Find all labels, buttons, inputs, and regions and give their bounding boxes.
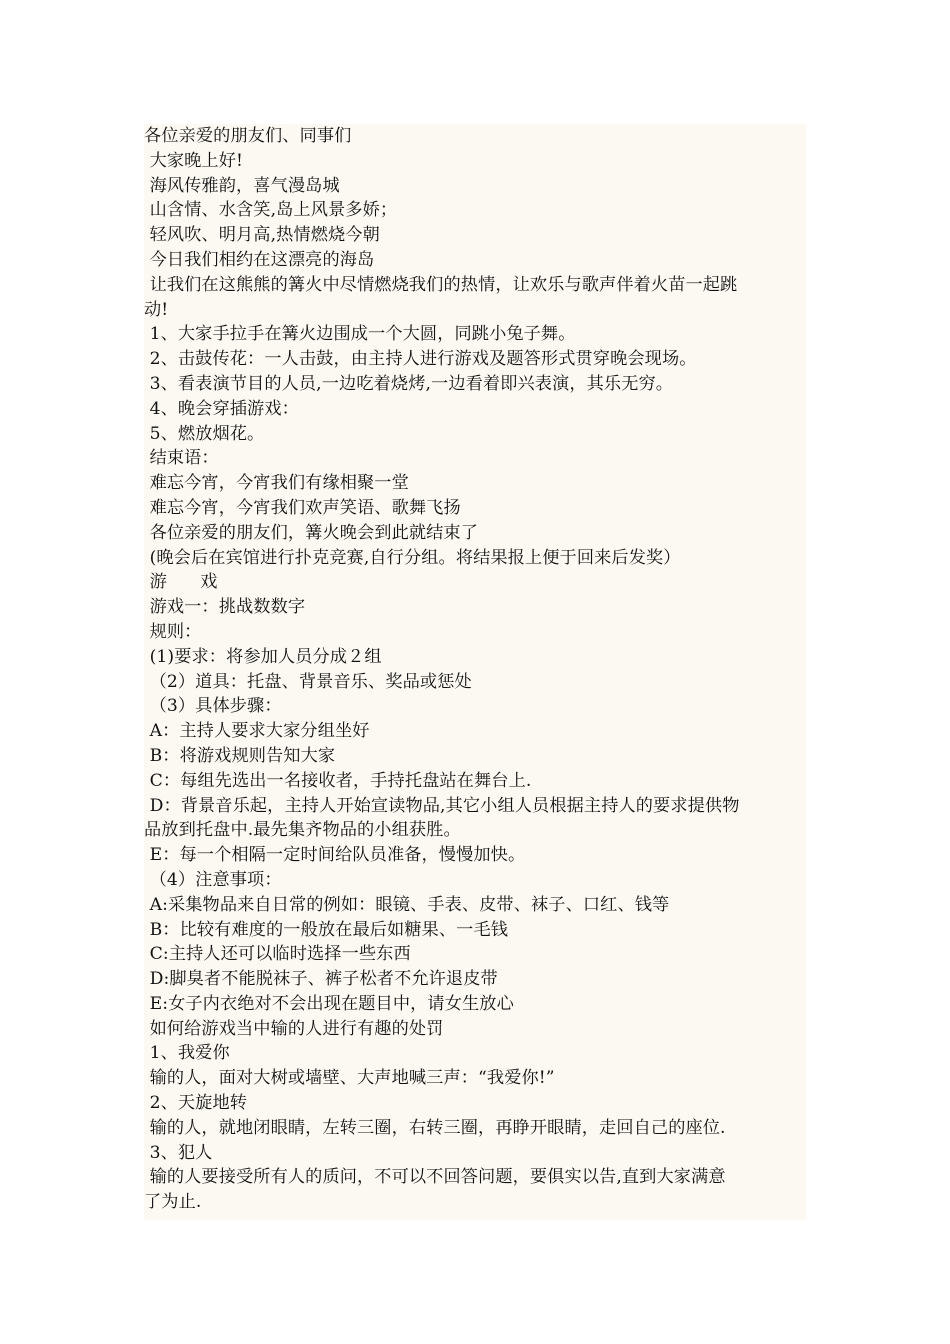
text-line: B：比较有难度的一般放在最后如糖果、一毛钱 (144, 919, 509, 940)
text-line: 输的人，就地闭眼睛，左转三圈，右转三圈，再睁开眼睛，走回自己的座位. (144, 1117, 726, 1138)
document-body (144, 124, 806, 1215)
text-line: 结束语： (144, 448, 219, 469)
text-line: 如何给游戏当中输的人进行有趣的处罚 (144, 1018, 444, 1039)
text-line: 今日我们相约在这漂亮的海岛 (144, 249, 375, 270)
text-line: 让我们在这熊熊的篝火中尽情燃烧我们的热情，让欢乐与歌声伴着火苗一起跳 (144, 274, 738, 295)
text-line: 1、大家手拉手在篝火边围成一个大圆，同跳小兔子舞。 (144, 324, 576, 345)
text-line: （2）道具：托盘、背景音乐、奖品或惩处 (144, 671, 472, 692)
text-line: A：主持人要求大家分组坐好 (144, 721, 370, 742)
text-line: 规则： (144, 621, 202, 642)
text-line: 3、犯人 (144, 1142, 213, 1163)
text-line: 山含情、水含笑,岛上风景多娇； (144, 200, 398, 221)
text-line: 各位亲爱的朋友们，篝火晚会到此就结束了 (144, 522, 479, 543)
text-line: 难忘今宵，今宵我们欢声笑语、歌舞飞扬 (144, 497, 461, 518)
text-line: 品放到托盘中.最先集齐物品的小组获胜。 (144, 820, 461, 841)
text-line: 游戏一：挑战数数字 (144, 597, 306, 618)
text-line: 3、看表演节目的人员,一边吃着烧烤,一边看着即兴表演，其乐无穷。 (144, 373, 674, 394)
text-line: 输的人要接受所有人的质问，不可以不回答问题，要俱实以告,直到大家满意 (144, 1167, 726, 1188)
text-line: D：背景音乐起，主持人开始宣读物品,其它小组人员根据主持人的要求提供物 (144, 795, 740, 816)
text-line: 游 戏 (144, 572, 218, 593)
text-line: C:主持人还可以临时选择一些东西 (144, 944, 411, 965)
text-line: A:采集物品来自日常的例如：眼镜、手表、皮带、袜子、口红、钱等 (144, 894, 670, 915)
text-line: 各位亲爱的朋友们、同事们 (144, 126, 352, 146)
text-line: (晚会后在宾馆进行扑克竞赛,自行分组。将结果报上便于回来后发奖） (144, 547, 681, 568)
text-line: E：每一个相隔一定时间给队员准备，慢慢加快。 (144, 845, 526, 866)
text-line: 2、击鼓传花：一人击鼓，由主持人进行游戏及题答形式贯穿晚会现场。 (144, 349, 697, 370)
text-line: 难忘今宵，今宵我们有缘相聚一堂 (144, 473, 409, 494)
text-line: E:女子内衣绝对不会出现在题目中，请女生放心 (144, 993, 514, 1014)
text-line: C：每组先选出一名接收者，手持托盘站在舞台上. (144, 770, 532, 791)
text-line: 4、晚会穿插游戏： (144, 398, 299, 419)
text-line: （3）具体步骤： (144, 696, 282, 717)
text-line: 2、天旋地转 (144, 1093, 248, 1114)
text-line: 输的人，面对大树或墙壁、大声地喊三声：“我爱你!” (144, 1068, 555, 1089)
text-line: 大家晚上好! (144, 150, 244, 171)
text-line: 5、燃放烟花。 (144, 423, 265, 444)
text-line: (1)要求：将参加人员分成２组 (144, 646, 382, 667)
text-line: 了为止. (144, 1192, 202, 1213)
text-line: 轻风吹、明月高,热情燃烧今朝 (144, 225, 380, 246)
text-line: D:脚臭者不能脱袜子、裤子松者不允许退皮带 (144, 969, 498, 990)
text-line: 海风传雅韵，喜气漫岛城 (144, 175, 340, 196)
text-line: B：将游戏规则告知大家 (144, 745, 336, 766)
text-line: 动! (144, 299, 169, 320)
text-line: 1、我爱你 (144, 1043, 230, 1064)
text-line: （4）注意事项： (144, 869, 282, 890)
